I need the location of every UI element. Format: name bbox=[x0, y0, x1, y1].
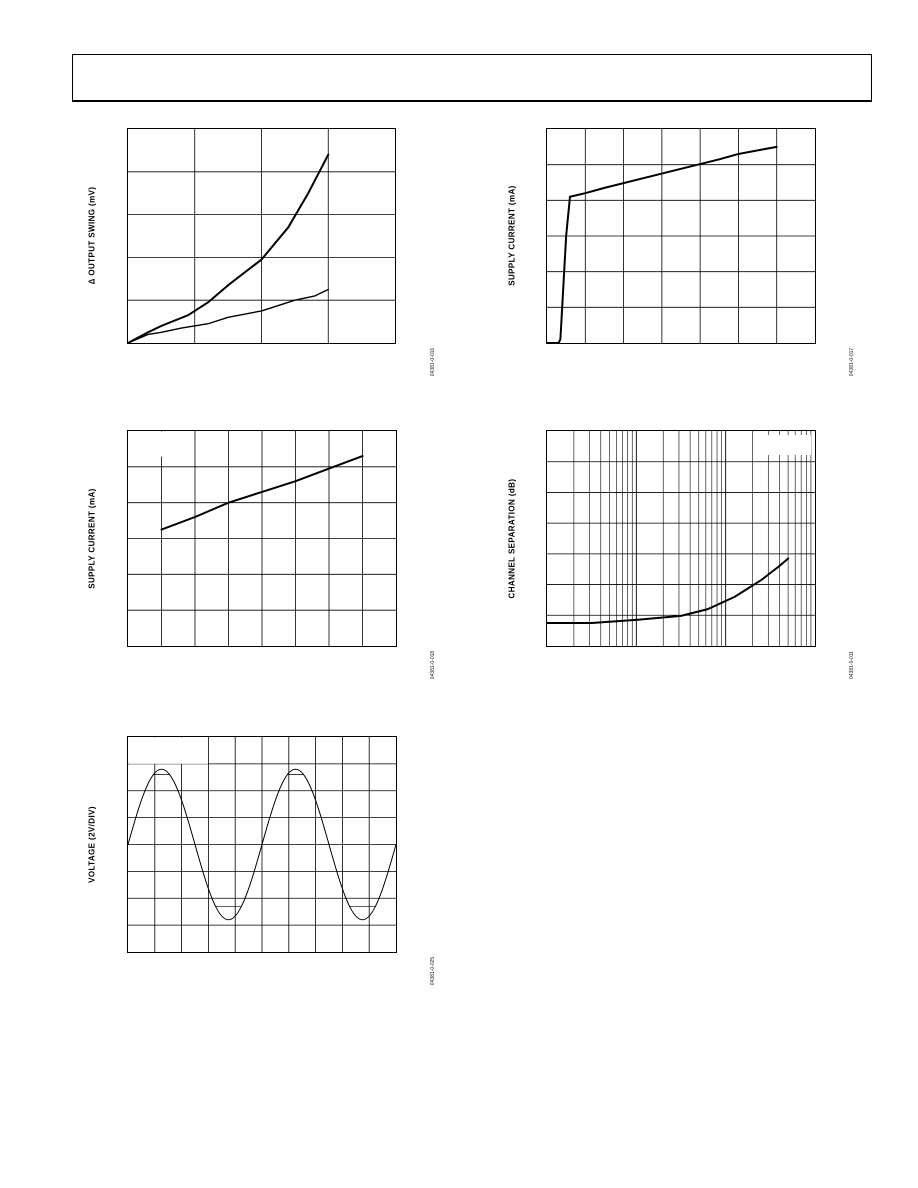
legend-blank-area bbox=[129, 432, 166, 457]
output-swing-series-2 bbox=[128, 290, 328, 344]
plot-c2-svg bbox=[547, 129, 815, 343]
plot-c5-svg bbox=[128, 737, 396, 952]
figure-code-025: 04381-0-025 bbox=[430, 956, 436, 986]
output-swing-chart bbox=[127, 128, 396, 344]
channel-separation-chart bbox=[546, 430, 816, 647]
channel-separation-series bbox=[547, 558, 788, 623]
plot-c4-svg bbox=[547, 431, 815, 646]
output-swing-series-1 bbox=[128, 155, 328, 343]
figure-code-011: 04381-0-011 bbox=[849, 651, 855, 679]
figure-code-017: 04381-0-017 bbox=[849, 347, 855, 377]
supply-current-chart-2 bbox=[127, 430, 397, 647]
legend-blank-area bbox=[765, 435, 811, 455]
supply-current-ylabel-1: SUPPLY CURRENT (mA) bbox=[507, 185, 517, 286]
voltage-ylabel: VOLTAGE (2V/DIV) bbox=[87, 806, 97, 883]
figure-code-016: 04381-0-016 bbox=[430, 347, 436, 377]
supply-current-chart-1 bbox=[546, 128, 816, 344]
voltage-waveform-chart bbox=[127, 736, 397, 953]
output-swing-ylabel: Δ OUTPUT SWING (mV) bbox=[87, 186, 97, 285]
page-header bbox=[72, 54, 872, 102]
channel-separation-ylabel: CHANNEL SEPARATION (dB) bbox=[507, 478, 517, 599]
plot-c1-svg bbox=[128, 129, 395, 343]
supply-current-ylabel-2: SUPPLY CURRENT (mA) bbox=[87, 488, 97, 589]
plot-c3-svg bbox=[128, 431, 396, 646]
legend-blank-area bbox=[129, 738, 208, 764]
figure-code-018: 04381-0-018 bbox=[430, 650, 436, 680]
